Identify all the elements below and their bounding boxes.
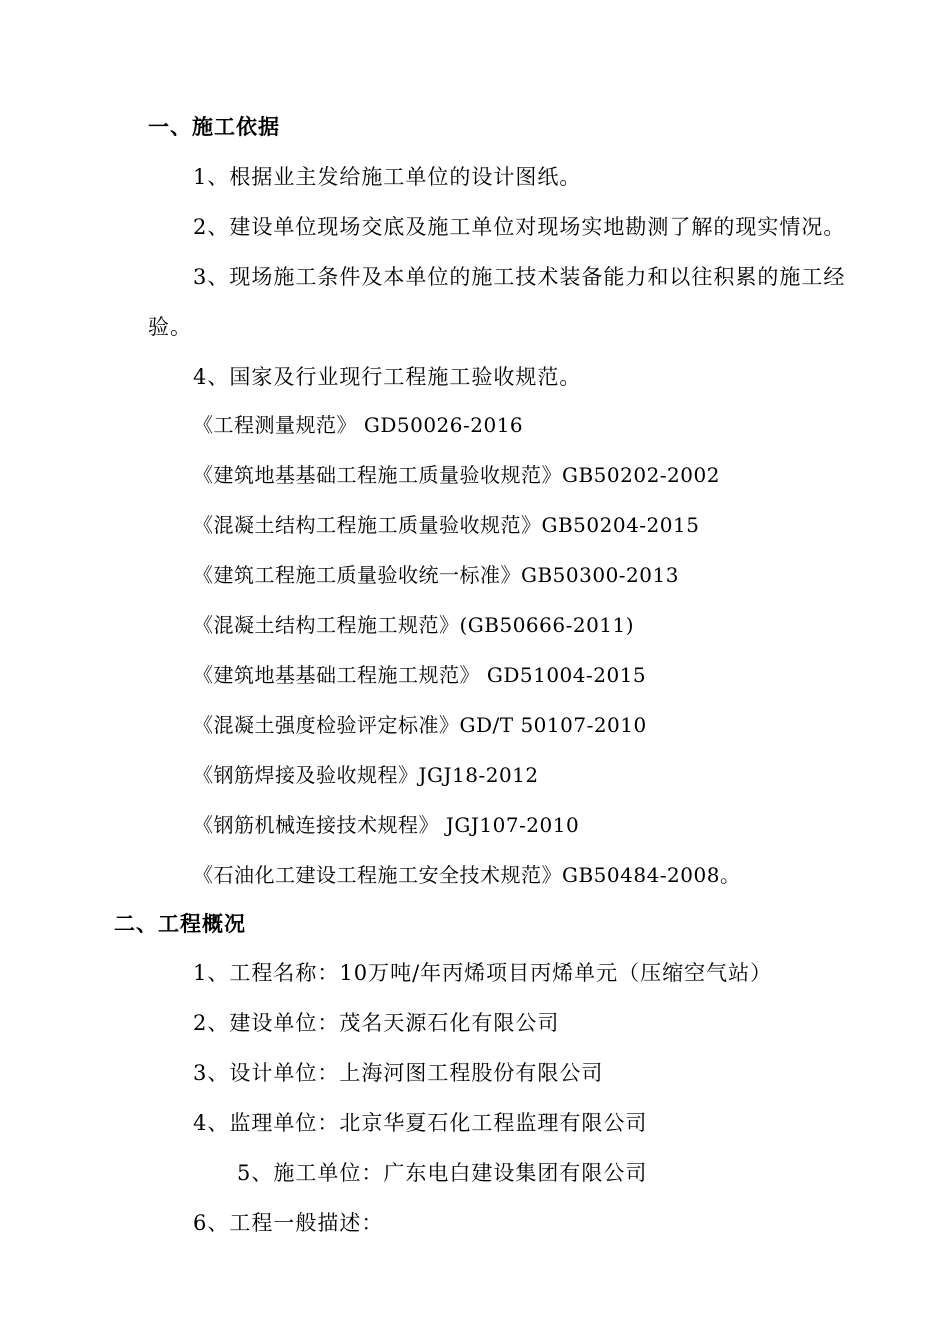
overview-item-4: 4、监理单位：北京华夏石化工程监理有限公司 (193, 1111, 648, 1135)
standard-item: 《工程测量规范》 GD50026-2016 (193, 413, 524, 437)
section-1-heading: 一、施工依据 (148, 115, 280, 139)
standard-item: 《混凝土结构工程施工规范》(GB50666-2011) (193, 613, 635, 637)
overview-item-6: 6、工程一般描述： (193, 1211, 384, 1235)
overview-item-5: 5、施工单位：广东电白建设集团有限公司 (237, 1161, 648, 1185)
basis-item-3: 3、现场施工条件及本单位的施工技术装备能力和以往积累的施工经 (193, 265, 846, 289)
overview-item-3: 3、设计单位：上海河图工程股份有限公司 (193, 1061, 604, 1085)
standard-item: 《混凝土结构工程施工质量验收规范》GB50204-2015 (193, 513, 700, 537)
standard-item: 《混凝土强度检验评定标准》GD/T 50107-2010 (193, 713, 647, 737)
standard-item: 《石油化工建设工程施工安全技术规范》GB50484-2008。 (193, 863, 741, 887)
standard-item: 《钢筋焊接及验收规程》JGJ18-2012 (193, 763, 539, 787)
standard-item: 《建筑地基基础工程施工规范》 GD51004-2015 (193, 663, 647, 687)
basis-item-2: 2、建设单位现场交底及施工单位对现场实地勘测了解的现实情况。 (193, 215, 846, 239)
basis-item-4: 4、国家及行业现行工程施工验收规范。 (193, 365, 582, 389)
standard-item: 《建筑地基基础工程施工质量验收规范》GB50202-2002 (193, 463, 720, 487)
overview-item-1: 1、工程名称：10万吨/年丙烯项目丙烯单元（压缩空气站） (193, 961, 773, 985)
section-2-heading: 二、工程概况 (114, 912, 246, 936)
overview-item-2: 2、建设单位：茂名天源石化有限公司 (193, 1011, 560, 1035)
basis-item-1: 1、根据业主发给施工单位的设计图纸。 (193, 165, 582, 189)
standard-item: 《钢筋机械连接技术规程》 JGJ107-2010 (193, 813, 580, 837)
standard-item: 《建筑工程施工质量验收统一标准》GB50300-2013 (193, 563, 679, 587)
basis-item-3-continued: 验。 (148, 315, 192, 339)
